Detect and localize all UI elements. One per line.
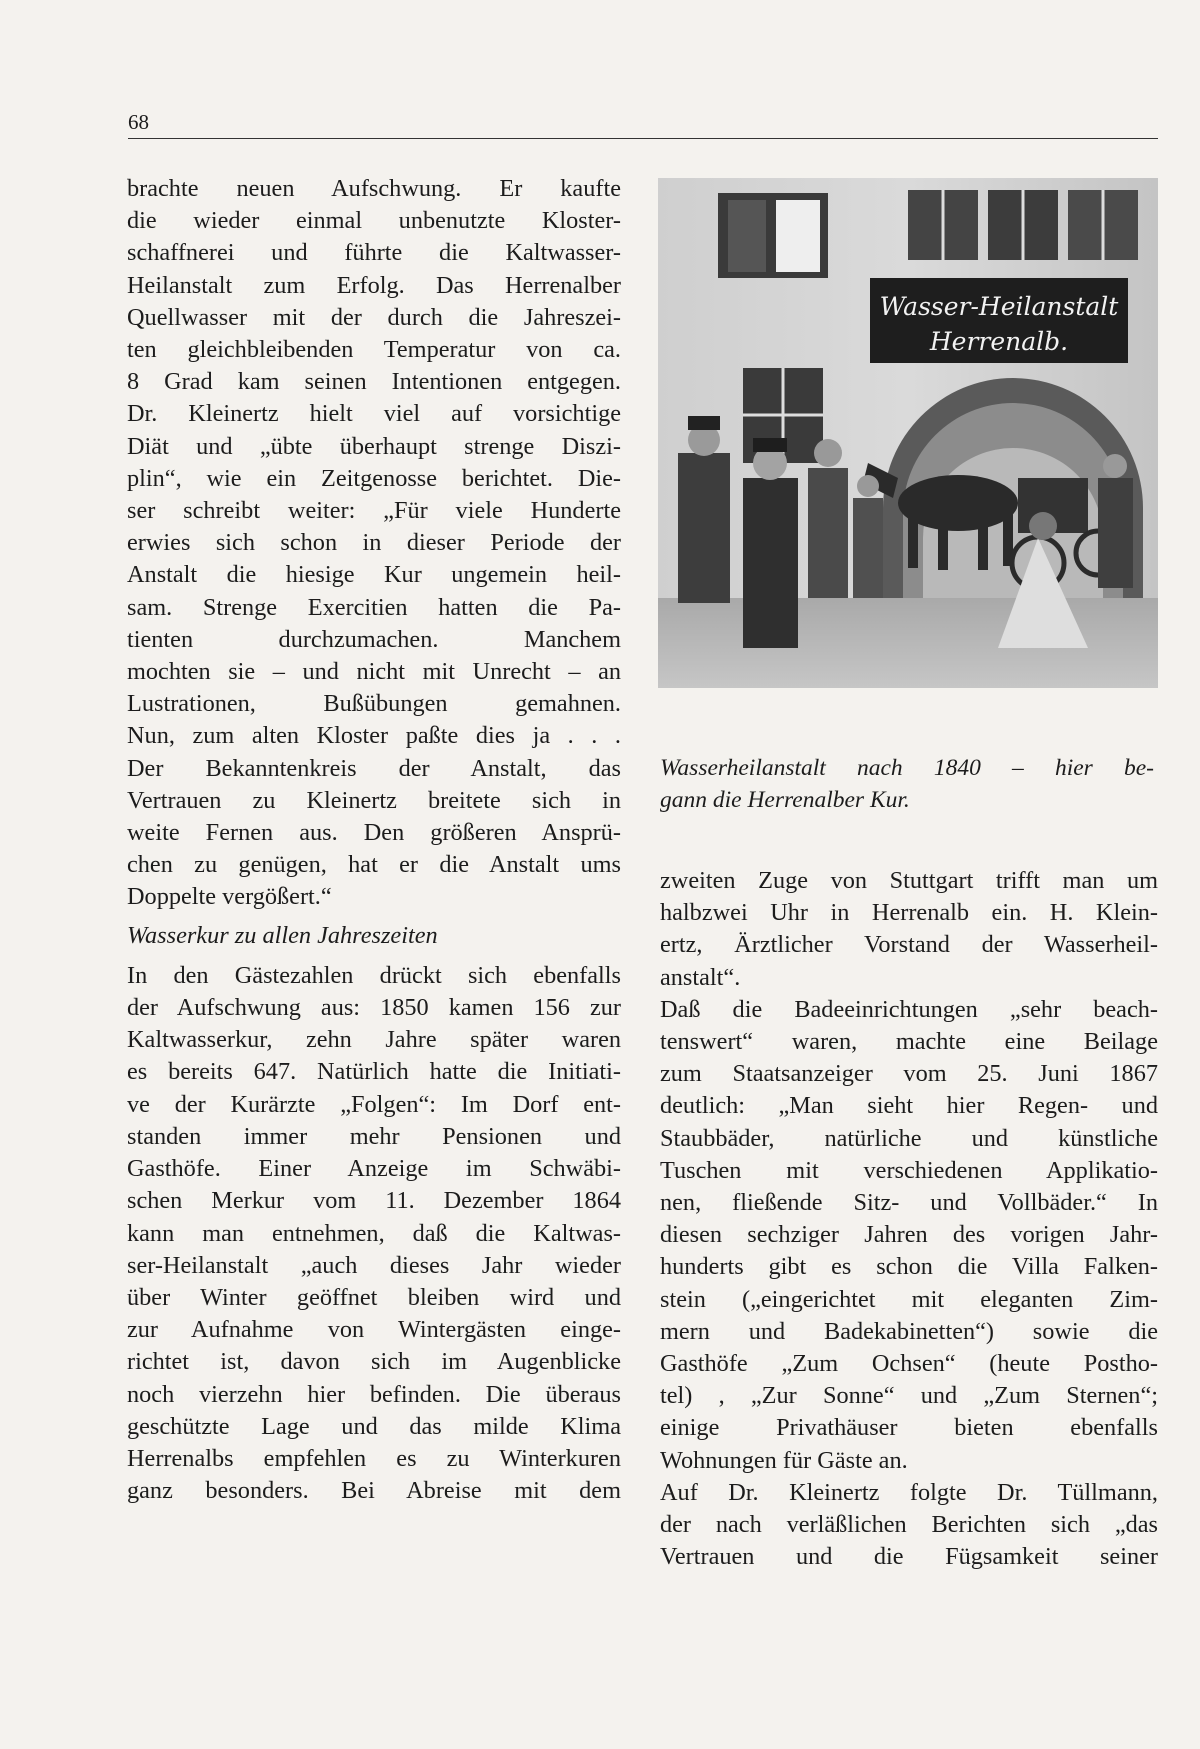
text-line: richtet ist, davon sich im Augenblicke bbox=[127, 1348, 621, 1376]
text-line: Daß die Badeeinrichtungen „sehr beach- bbox=[660, 995, 1158, 1023]
text-line: Vertrauen zu Kleinertz breitete sich in bbox=[127, 786, 621, 814]
text-line: nen, fließende Sitz- und Vollbäder.“ In bbox=[660, 1189, 1158, 1217]
text-line: anstalt“. bbox=[660, 963, 741, 991]
page-number: 68 bbox=[128, 110, 149, 134]
text-line: In den Gästezahlen drückt sich ebenfalls bbox=[127, 961, 621, 989]
text-line: der nach verläßlichen Berichten sich „das bbox=[660, 1511, 1158, 1539]
text-line: ve der Kurärzte „Folgen“: Im Dorf ent- bbox=[127, 1090, 621, 1118]
text-line: Herrenalbs empfehlen es zu Winterkuren bbox=[127, 1444, 621, 1472]
text-line: kann man entnehmen, daß die Kaltwas- bbox=[127, 1219, 621, 1247]
text-line: erwies sich schon in dieser Periode der bbox=[127, 529, 621, 557]
text-line: geschützte Lage und das milde Klima bbox=[127, 1412, 621, 1440]
text-line: zur Aufnahme von Wintergästen einge- bbox=[127, 1316, 621, 1344]
text-line: tienten durchzumachen. Manchem bbox=[127, 625, 621, 653]
text-line: ser-Heilanstalt „auch dieses Jahr wieder bbox=[127, 1251, 621, 1279]
caption-line: gann die Herrenalber Kur. bbox=[660, 787, 910, 813]
sign-text-line1: Wasser-Heilanstalt bbox=[879, 292, 1119, 321]
caption-line: Wasserheilanstalt nach 1840 – hier be- bbox=[660, 755, 1154, 781]
text-line: Vertrauen und die Fügsamkeit seiner bbox=[660, 1543, 1158, 1571]
section-heading: Wasserkur zu allen Jahreszeiten bbox=[127, 921, 438, 949]
text-line: halbzwei Uhr in Herrenalb ein. H. Klein- bbox=[660, 899, 1158, 927]
text-line: ganz besonders. Bei Abreise mit dem bbox=[127, 1477, 621, 1505]
text-line: Gasthöfe „Zum Ochsen“ (heute Postho- bbox=[660, 1350, 1158, 1378]
text-line: sam. Strenge Exercitien hatten die Pa- bbox=[127, 593, 621, 621]
text-line: der Aufschwung aus: 1850 kamen 156 zur bbox=[127, 994, 621, 1022]
text-line: Der Bekanntenkreis der Anstalt, das bbox=[127, 754, 621, 782]
text-line: über Winter geöffnet bleiben wird und bbox=[127, 1283, 621, 1311]
text-line: ertz, Ärztlicher Vorstand der Wasserheil- bbox=[660, 931, 1158, 959]
text-line: zweiten Zuge von Stuttgart trifft man um bbox=[660, 867, 1158, 894]
right-column bbox=[660, 865, 1158, 1573]
text-line: es bereits 647. Natürlich hatte die Initiati- bbox=[127, 1058, 621, 1086]
text-line: ten gleichbleibenden Temperatur von ca. bbox=[127, 336, 621, 364]
text-line: zum Staatsanzeiger vom 25. Juni 1867 bbox=[660, 1060, 1158, 1088]
text-line: Doppelte vergößert.“ bbox=[127, 883, 332, 911]
text-line: Heilanstalt zum Erfolg. Das Herrenalber bbox=[127, 271, 621, 299]
text-line: standen immer mehr Pensionen und bbox=[127, 1122, 621, 1150]
text-line: Tuschen mit verschiedenen Applikatio- bbox=[660, 1156, 1158, 1184]
sign-text-line2: Herrenalb. bbox=[929, 327, 1069, 356]
text-line: einige Privathäuser bieten ebenfalls bbox=[660, 1414, 1158, 1442]
historic-photo bbox=[658, 178, 1158, 688]
text-line: weite Fernen aus. Den größeren Ansprü- bbox=[127, 819, 621, 847]
text-line: ser schreibt weiter: „Für viele Hunderte bbox=[127, 497, 621, 525]
text-line: Anstalt die hiesige Kur ungemein heil- bbox=[127, 561, 621, 589]
text-line: mern und Badekabinetten“) sowie die bbox=[660, 1317, 1158, 1345]
text-line: Gasthöfe. Einer Anzeige im Schwäbi- bbox=[127, 1155, 621, 1183]
text-line: plin“, wie ein Zeitgenosse berichtet. Die- bbox=[127, 464, 621, 492]
text-line: schaffnerei und führte die Kaltwasser- bbox=[127, 239, 621, 267]
text-line: mochten sie – und nicht mit Unrecht – an bbox=[127, 658, 621, 686]
text-line: Staubbäder, natürliche und künstliche bbox=[660, 1124, 1158, 1152]
text-line: diesen sechziger Jahren des vorigen Jahr- bbox=[660, 1221, 1158, 1249]
text-line: stein („eingerichtet mit eleganten Zim- bbox=[660, 1285, 1158, 1313]
text-line: Lustrationen, Bußübungen gemahnen. bbox=[127, 690, 621, 718]
text-line: die wieder einmal unbenutzte Kloster- bbox=[127, 207, 621, 235]
text-line: brachte neuen Aufschwung. Er kaufte bbox=[127, 175, 621, 202]
photo-caption bbox=[660, 752, 1154, 816]
text-line: tenswert“ waren, machte eine Beilage bbox=[660, 1028, 1158, 1056]
text-line: Wohnungen für Gäste an. bbox=[660, 1446, 908, 1474]
text-line: Nun, zum alten Kloster paßte dies ja . . . bbox=[127, 722, 621, 750]
text-line: deutlich: „Man sieht hier Regen- und bbox=[660, 1092, 1158, 1120]
text-line: Dr. Kleinertz hielt viel auf vorsichtige bbox=[127, 400, 621, 428]
text-line: hunderts gibt es schon die Villa Falken- bbox=[660, 1253, 1158, 1281]
text-line: 8 Grad kam seinen Intentionen entgegen. bbox=[127, 368, 621, 396]
text-line: Quellwasser mit der durch die Jahreszei- bbox=[127, 303, 621, 331]
text-line: tel) , „Zur Sonne“ und „Zum Sternen“; bbox=[660, 1382, 1158, 1410]
text-line: Auf Dr. Kleinertz folgte Dr. Tüllmann, bbox=[660, 1478, 1158, 1506]
text-line: chen zu genügen, hat er die Anstalt ums bbox=[127, 851, 621, 879]
text-line: schen Merkur vom 11. Dezember 1864 bbox=[127, 1187, 621, 1215]
text-line: Kaltwasserkur, zehn Jahre später waren bbox=[127, 1026, 621, 1054]
text-line: noch vierzehn hier befinden. Die überaus bbox=[127, 1380, 621, 1408]
header-rule bbox=[128, 138, 1158, 139]
left-column bbox=[127, 173, 621, 1507]
text-line: Diät und „übte überhaupt strenge Diszi- bbox=[127, 432, 621, 460]
